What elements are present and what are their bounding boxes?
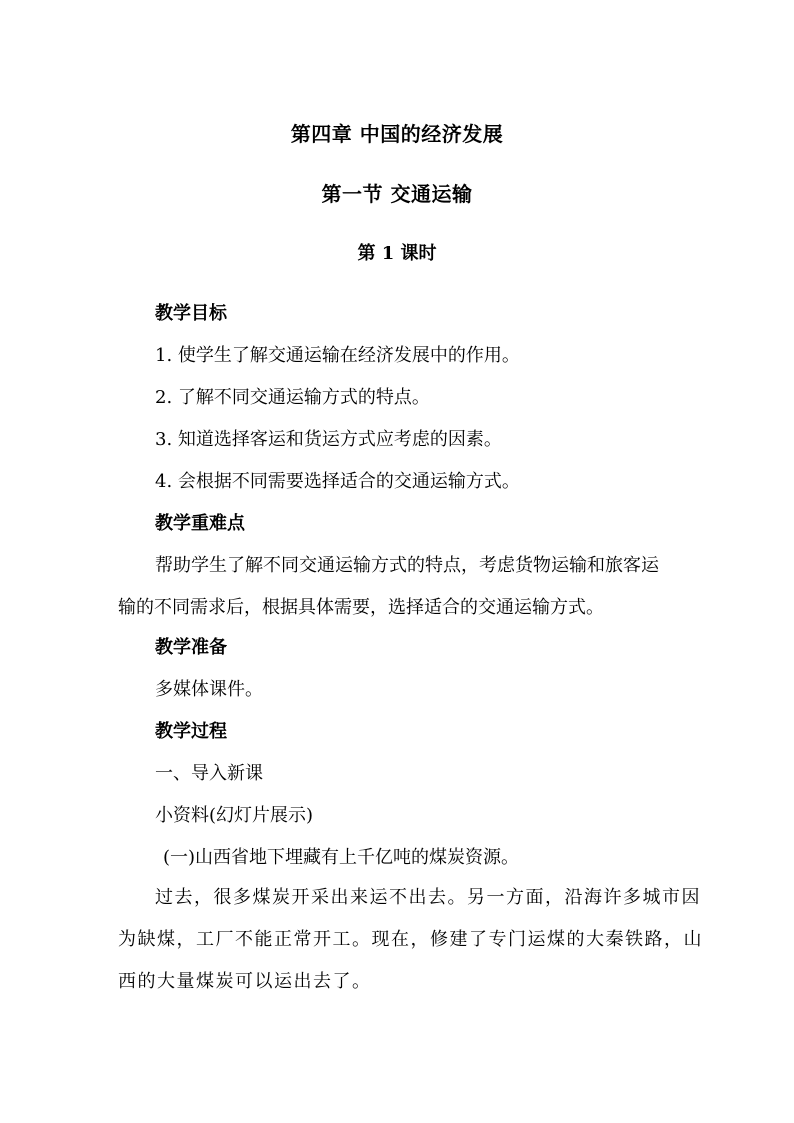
process-heading: 教学过程: [155, 721, 227, 742]
goal-item: 3. 知道选择客运和货运方式应考虑的因素。: [155, 429, 502, 450]
goal-item: 1. 使学生了解交通运输在经济发展中的作用。: [155, 345, 520, 366]
lesson-title: 第 1 课时: [357, 243, 437, 264]
section-part-one: 一、导入新课: [155, 763, 263, 784]
key-points-text: 输的不同需求后，根据具体需要，选择适合的交通运输方式。: [118, 597, 604, 618]
goal-item: 2. 了解不同交通运输方式的特点。: [155, 387, 430, 408]
resource-paragraph: 西的大量煤炭可以运出去了。: [118, 971, 372, 992]
resource-item: (一)山西省地下埋藏有上千亿吨的煤炭资源。: [163, 847, 520, 868]
prep-text: 多媒体课件。: [155, 679, 263, 700]
resource-paragraph: 过去，很多煤炭开采出来运不出去。另一方面，沿海许多城市因: [155, 887, 701, 908]
goal-item: 4. 会根据不同需要选择适合的交通运输方式。: [155, 471, 520, 492]
section-title: 第一节 交通运输: [321, 182, 473, 206]
prep-heading: 教学准备: [155, 637, 227, 658]
key-points-heading: 教学重难点: [155, 513, 245, 534]
chapter-title: 第四章 中国的经济发展: [290, 122, 504, 146]
key-points-text: 帮助学生了解不同交通运输方式的特点，考虑货物运输和旅客运: [155, 555, 659, 576]
resource-paragraph: 为缺煤，工厂不能正常开工。现在，修建了专门运煤的大秦铁路，山: [118, 929, 703, 950]
resource-label: 小资料(幻灯片展示): [155, 805, 314, 826]
goals-heading: 教学目标: [155, 303, 227, 324]
